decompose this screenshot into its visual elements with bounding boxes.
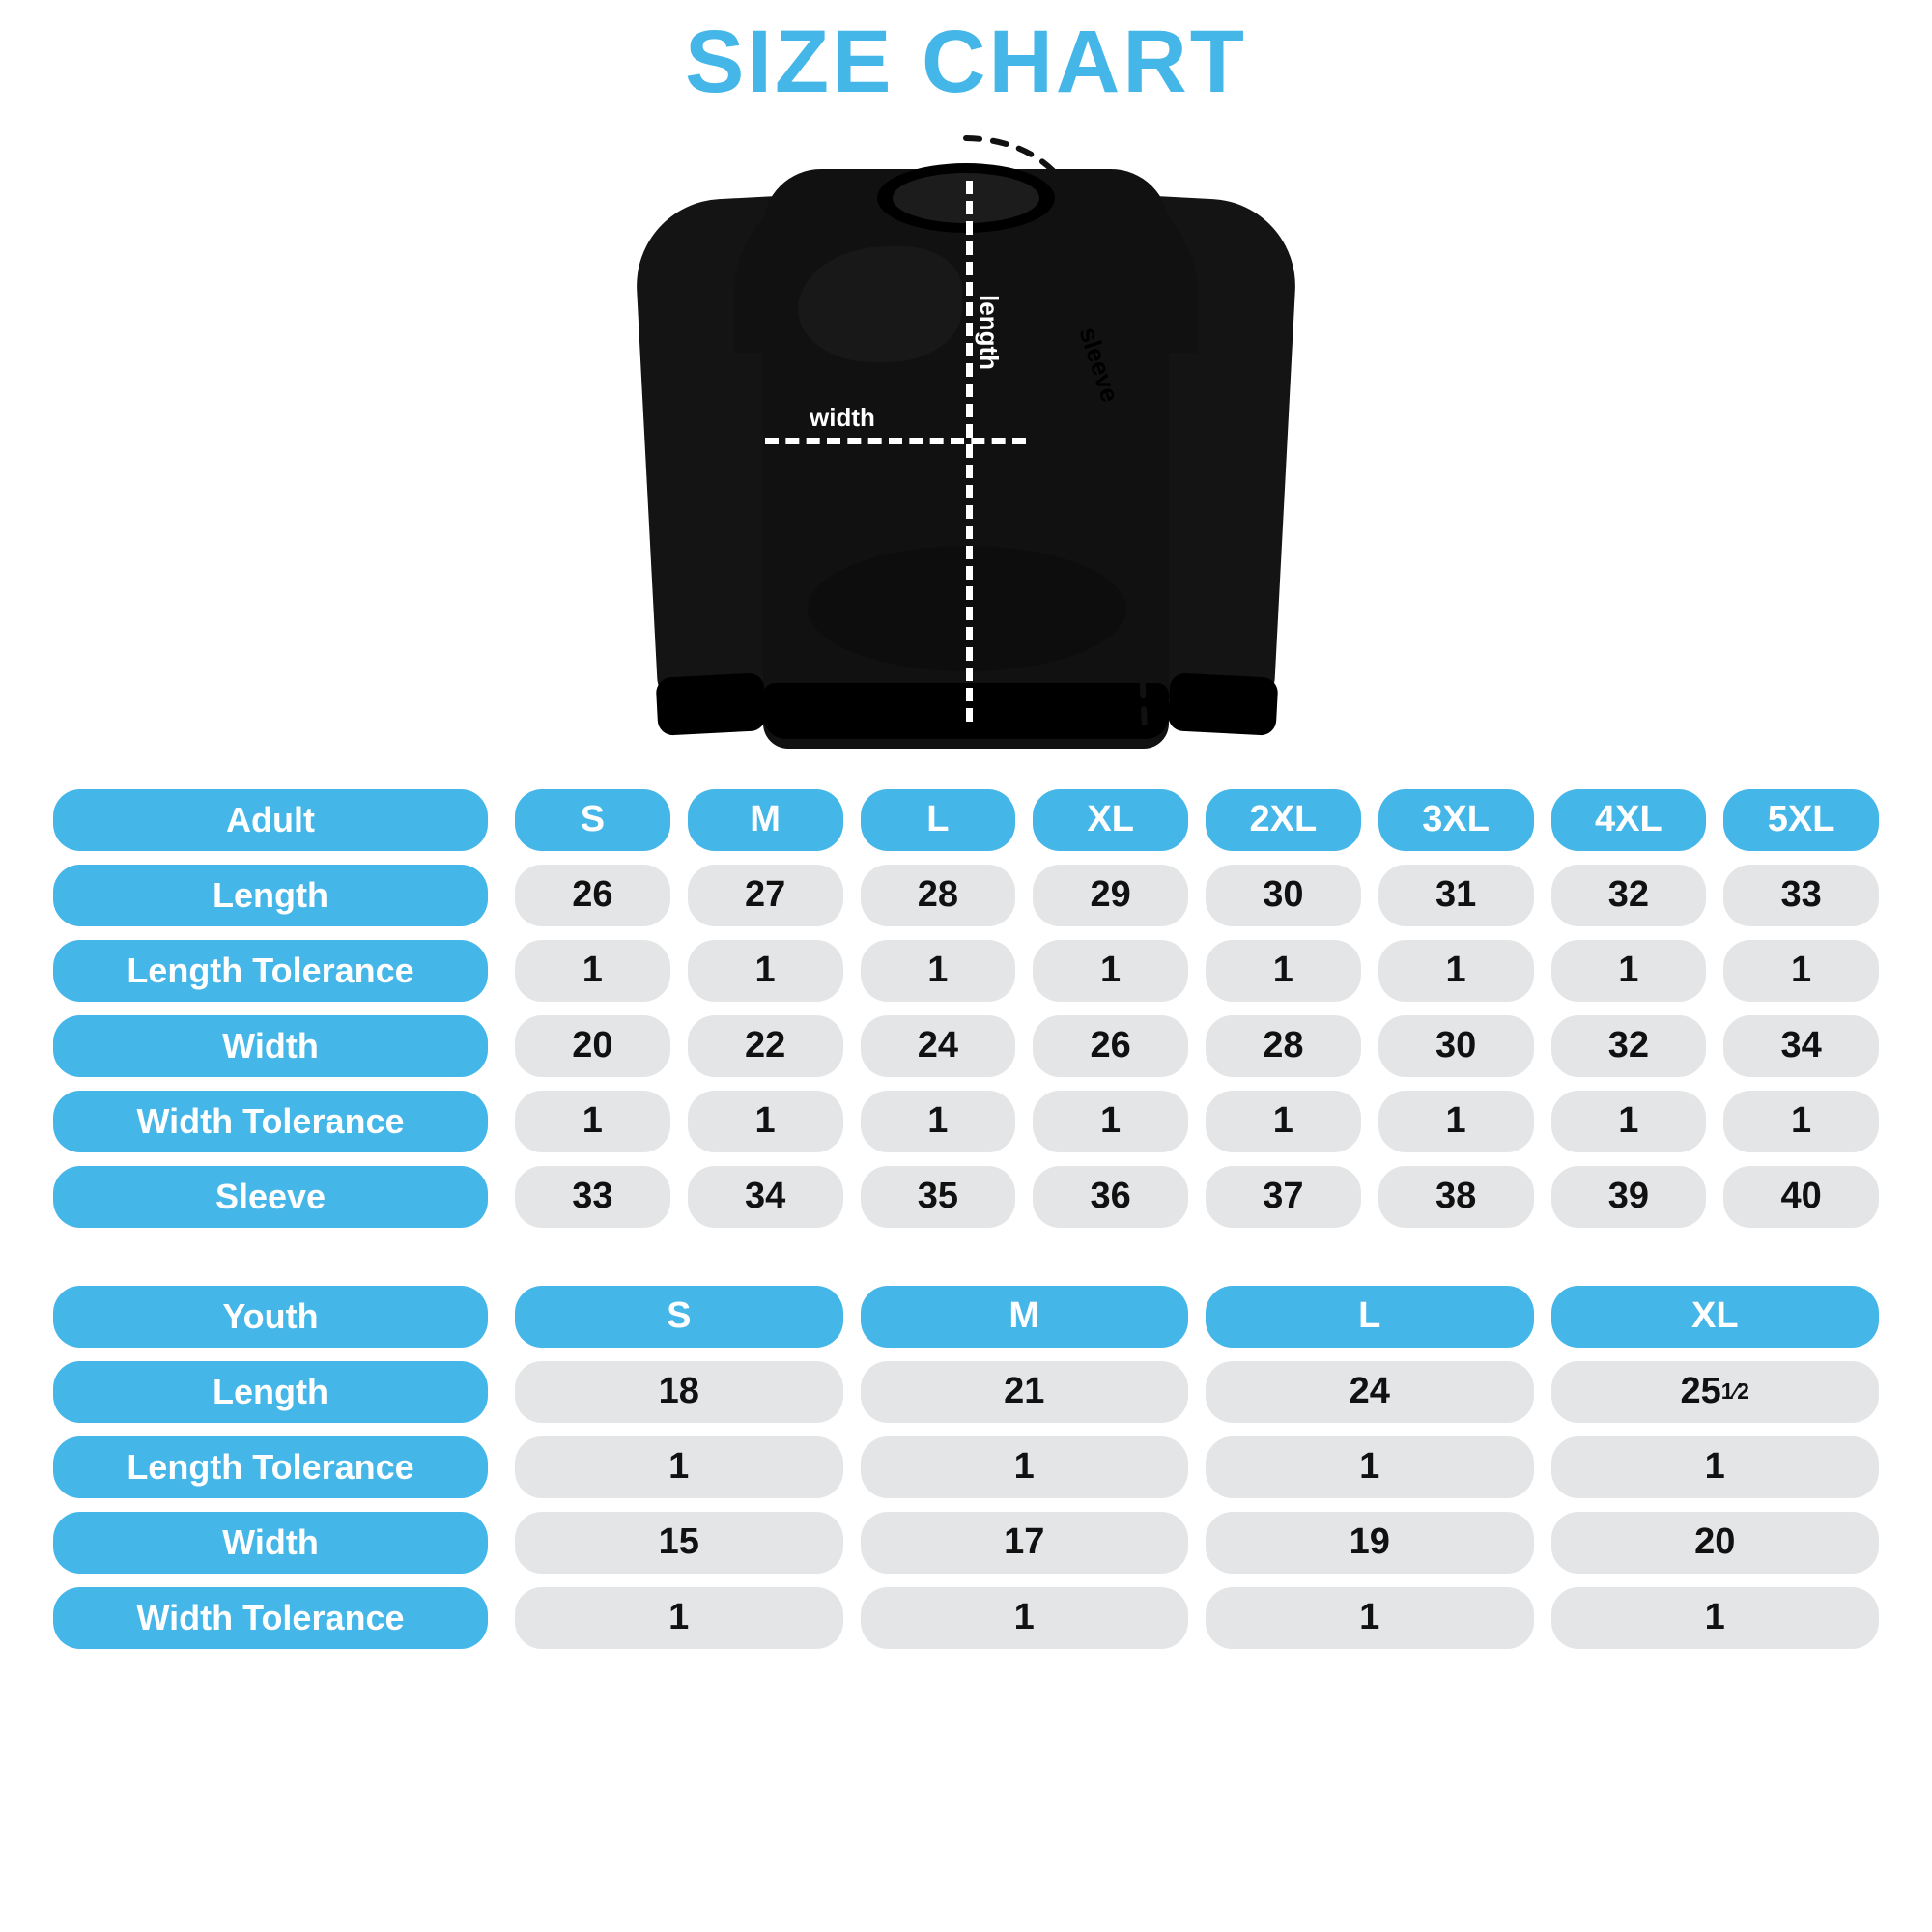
adult-header-row (53, 789, 1879, 851)
data-cell: 1 (515, 1436, 843, 1498)
table-row (53, 1436, 1879, 1498)
cuff-left (656, 672, 767, 736)
table-row (53, 1015, 1879, 1077)
table-row (53, 1166, 1879, 1228)
row-label: Length (53, 1361, 488, 1423)
data-cell: 18 (515, 1361, 843, 1423)
data-cell: 1 (1206, 1091, 1361, 1152)
width-label: width (810, 402, 875, 432)
data-cell: 1 (1378, 1091, 1534, 1152)
adult-header-label: Adult (53, 789, 488, 851)
data-cell: 32 (1551, 1015, 1707, 1077)
adult-size-table (0, 789, 1932, 1228)
data-cell: 26 (1033, 1015, 1188, 1077)
youth-size-header: S (515, 1286, 843, 1348)
data-cell: 1 (1551, 1436, 1880, 1498)
data-cell: 19 (1206, 1512, 1534, 1574)
sleeve-measure-line (908, 130, 1198, 768)
data-cell: 1 (1206, 1587, 1534, 1649)
data-cell: 1 (1551, 1587, 1880, 1649)
youth-size-header: L (1206, 1286, 1534, 1348)
youth-size-headers (515, 1286, 1879, 1348)
table-row (53, 1512, 1879, 1574)
data-cell: 17 (861, 1512, 1189, 1574)
data-cell: 38 (1378, 1166, 1534, 1228)
adult-size-header: 4XL (1551, 789, 1707, 851)
data-cell: 28 (861, 865, 1016, 926)
data-cell: 24 (1206, 1361, 1534, 1423)
page-title: SIZE CHART (685, 13, 1247, 111)
data-cell: 20 (515, 1015, 670, 1077)
table-row (53, 865, 1879, 926)
data-cell: 35 (861, 1166, 1016, 1228)
data-cell: 39 (1551, 1166, 1707, 1228)
data-cell: 1 (1206, 1436, 1534, 1498)
adult-size-header: S (515, 789, 670, 851)
data-cell: 1 (1033, 940, 1188, 1002)
data-cell: 1 (861, 1587, 1189, 1649)
data-cell: 30 (1206, 865, 1361, 926)
data-cell: 1 (1033, 1091, 1188, 1152)
adult-size-header: M (688, 789, 843, 851)
data-cell: 30 (1378, 1015, 1534, 1077)
data-cell: 1 (1206, 940, 1361, 1002)
table-row (53, 1091, 1879, 1152)
data-cell: 25 1⁄2 (1551, 1361, 1880, 1423)
table-row (53, 940, 1879, 1002)
data-cell: 1 (515, 1091, 670, 1152)
table-spacer (0, 1241, 1932, 1286)
data-cell: 24 (861, 1015, 1016, 1077)
data-cell: 31 (1378, 865, 1534, 926)
adult-size-headers (515, 789, 1879, 851)
row-label: Length (53, 865, 488, 926)
data-cell: 40 (1723, 1166, 1879, 1228)
data-cell: 1 (861, 1436, 1189, 1498)
youth-header-label: Youth (53, 1286, 488, 1348)
adult-size-header: XL (1033, 789, 1188, 851)
length-label: length (975, 294, 1004, 370)
data-cell: 15 (515, 1512, 843, 1574)
data-cell: 28 (1206, 1015, 1361, 1077)
row-label: Sleeve (53, 1166, 488, 1228)
adult-size-header: L (861, 789, 1016, 851)
garment-illustration (0, 113, 1932, 789)
sweatshirt-graphic (618, 130, 1314, 778)
youth-header-row (53, 1286, 1879, 1348)
data-cell: 1 (1551, 1091, 1707, 1152)
data-cell: 1 (1723, 940, 1879, 1002)
data-cell: 1 (861, 940, 1016, 1002)
data-cell: 20 (1551, 1512, 1880, 1574)
data-cell: 34 (688, 1166, 843, 1228)
data-cell: 29 (1033, 865, 1188, 926)
youth-size-header: XL (1551, 1286, 1880, 1348)
row-label: Width Tolerance (53, 1091, 488, 1152)
data-cell: 1 (515, 1587, 843, 1649)
youth-size-table (0, 1286, 1932, 1649)
adult-size-header: 3XL (1378, 789, 1534, 851)
row-label: Length Tolerance (53, 940, 488, 1002)
data-cell: 1 (861, 1091, 1016, 1152)
table-row (53, 1587, 1879, 1649)
data-cell: 27 (688, 865, 843, 926)
data-cell: 1 (1378, 940, 1534, 1002)
data-cell: 21 (861, 1361, 1189, 1423)
row-label: Width (53, 1512, 488, 1574)
data-cell: 37 (1206, 1166, 1361, 1228)
data-cell: 1 (1551, 940, 1707, 1002)
data-cell: 36 (1033, 1166, 1188, 1228)
data-cell: 1 (688, 1091, 843, 1152)
data-cell: 22 (688, 1015, 843, 1077)
data-cell: 1 (1723, 1091, 1879, 1152)
data-cell: 32 (1551, 865, 1707, 926)
data-cell: 26 (515, 865, 670, 926)
data-cell: 33 (515, 1166, 670, 1228)
row-label: Width (53, 1015, 488, 1077)
data-cell: 33 (1723, 865, 1879, 926)
adult-size-header: 5XL (1723, 789, 1879, 851)
data-cell: 1 (515, 940, 670, 1002)
table-row (53, 1361, 1879, 1423)
data-cell: 34 (1723, 1015, 1879, 1077)
youth-size-header: M (861, 1286, 1189, 1348)
row-label: Width Tolerance (53, 1587, 488, 1649)
adult-size-header: 2XL (1206, 789, 1361, 851)
row-label: Length Tolerance (53, 1436, 488, 1498)
data-cell: 1 (688, 940, 843, 1002)
sleeve-label: sleeve (1073, 323, 1125, 406)
